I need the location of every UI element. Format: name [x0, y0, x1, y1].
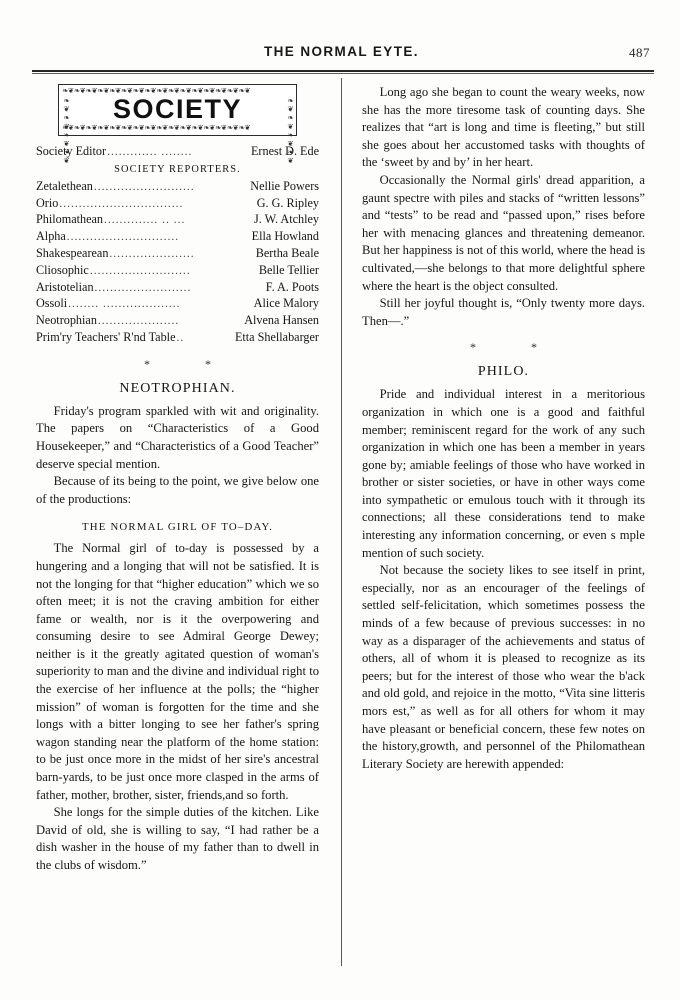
body-paragraph: Long ago she began to count the weary weeks, now she has the more tiresome task of counting days. She realizes that “art is long and time is fleeting,” but still she goes about her accustomed tasks with thoughts of the ‘sweet by and by’ in her heart. [362, 85, 645, 170]
body-paragraph: Because of its being to the point, we give below one of the productions: [36, 474, 319, 506]
reporters-list [36, 179, 319, 347]
reporter-society: Orio [36, 195, 59, 210]
body-paragraph: Pride and individual interest in a meritorious organization in which one is a good and faithful member; reminiscent regard for the work of any such organization in which one has been a member in years gone by; amiable feelings of those who have worked in brother or sister societies, or have in other ways come into sympathetic or emulous touch with it through its connections; all these considerations tend to make interesting any information concerning, or even s mple mention of such society. [362, 387, 645, 560]
leader-dots: .......................... [93, 180, 195, 193]
leader-dots: ..................... [97, 315, 180, 328]
leader-dots: ......................... [94, 281, 192, 294]
reporter-name: Ella Howland [251, 229, 319, 244]
body-paragraph: The Normal girl of to-day is possessed by a hungering and a longing that will not be satisfied. It is not the longing for that “higher education” which we so often meet; it is not the craving ambition for either fame or wealth, nor is it the overpowering and consuming desire to see Admiral George Dewey; neither is it the greatly agitated question of woman's superiority to man and the divine and individual right to the exercise of her influence at the polls; the “higher mission” of woman is forgotten for the time and she longs with a bitter longing to see her father's spring wagon standing near the platform of the home station: to be just once more in the midst of her sire's ancestral barn-yards, to be just once more clasped in the arms of father, mother, brother, sister, friends,and so forth. [36, 541, 319, 802]
reporter-society: Cliosophic [36, 262, 89, 277]
society-banner-title: SOCIETY [112, 94, 243, 125]
leader-dots: ........ .................... [68, 298, 181, 311]
reporter-name: J. W. Atchley [254, 212, 319, 227]
reporters-heading: SOCIETY REPORTERS. [114, 163, 241, 175]
body-paragraph: She longs for the simple duties of the kitchen. Like David of old, she is willing to say, “I had rather be a dish washer in the house of my father than to dwell in the clubs of wisdom.” [36, 805, 319, 873]
reporter-society: Ossoli [36, 296, 68, 311]
reporter-society: Shakespearean [36, 245, 109, 260]
section-heading-neotrophian: NEOTROPHIAN. [119, 380, 236, 396]
header-rule [32, 70, 654, 74]
leader-dots: ............. ........ [107, 146, 193, 158]
body-paragraph: Not because the society likes to see itself in print, especially, nor as an encourager of the feelings of settled self-felicitation, which sometimes possess the minds of a few because of previous successes: in no way as a disparager of the achievements and status of others, all of whom it is pleased to recognize as its peers; but for the interest of those who wear the b'ack and old gold, and rejoice in the motto, “Vita sine litteris mors est,” as well as for all others for whom it may have pleasant or beneficial concern, these few notes on the history,growth, and personnel of the Philomathean Literary Society are herewith appended: [362, 563, 645, 771]
leader-dots: .. [176, 331, 185, 344]
society-editor-line [36, 144, 319, 161]
reporter-name: Nellie Powers [250, 178, 319, 193]
reporter-name: Etta Shellabarger [234, 329, 319, 344]
reporter-row [36, 330, 319, 347]
reporter-row [36, 212, 319, 229]
reporter-row [36, 196, 319, 213]
reporter-society: Aristotelian [36, 279, 94, 294]
reporter-row [36, 263, 319, 280]
publication-title: THE NORMAL EYTE. [264, 44, 419, 59]
reporter-row [36, 229, 319, 246]
body-paragraph: Still her joyful thought is, “Only twenty more days. Then—.” [362, 296, 645, 328]
reporter-name: Bertha Beale [255, 245, 319, 260]
reporter-name: Alvena Hansen [244, 313, 319, 328]
reporter-name: G. G. Ripley [256, 195, 319, 210]
reporter-society: Zetalethean [36, 178, 93, 193]
ornament-top-icon: ❧❦❧❦❧❦❧❦❧❦❧❦❧❦❧❦❧❦❧❦❧❦❧❦❧❦❧❦❧❦❧❦ [62, 86, 251, 95]
society-editor-name: Ernest D. Ede [250, 144, 319, 158]
left-column [36, 84, 319, 875]
piece-title: THE NORMAL GIRL OF TO–DAY. [81, 521, 274, 534]
reporter-society: Philomathean [36, 212, 104, 227]
reporter-society: Alpha [36, 229, 66, 244]
body-paragraph: Occasionally the Normal girls' dread apparition, a gaunt spectre with piles and stacks of “written lessons” and “tests” to be read and “passed upon,” rises before her with menacing glances and threatening demeanor. But her happiness is not of this world, where the head is cultivated,—she belongs to that more delightful sphere where the heart is the object consulted. [362, 172, 645, 293]
reporter-row [36, 296, 319, 313]
ornament-bottom-icon: ❧❦❧❦❧❦❧❦❧❦❧❦❧❦❧❦❧❦❧❦❧❦❧❦❧❦❧❦❧❦❧❦ [62, 123, 251, 132]
page-masthead [36, 44, 650, 70]
leader-dots: ................................ [59, 197, 184, 210]
star-divider: * * [470, 340, 563, 355]
leader-dots: ............................. [66, 231, 180, 244]
reporter-row [36, 179, 319, 196]
leader-dots: ...................... [109, 247, 195, 260]
reporter-row [36, 280, 319, 297]
reporter-society: Neotrophian [36, 313, 97, 328]
right-column [362, 84, 645, 773]
section-heading-philo: PHILO. [477, 364, 530, 380]
reporter-name: Alice Malory [253, 296, 319, 311]
column-divider [341, 78, 342, 966]
leader-dots: .............. .. ... [104, 214, 186, 227]
star-divider: * * [144, 356, 237, 371]
ornament-left-icon: ❧❦❧❦❧❦❧❦ [62, 96, 71, 165]
ornament-right-icon: ❧❦❧❦❧❦❧❦ [286, 96, 295, 165]
reporter-name: F. A. Poots [265, 279, 319, 294]
body-paragraph: Friday's program sparkled with wit and originality. The papers on “Characteristics of a Good Housekeeper,” and “Characteristics of a Good Teacher” deserve special mention. [36, 403, 319, 471]
page-number: 487 [629, 45, 650, 60]
reporter-name: Belle Tellier [258, 262, 319, 277]
society-editor-role: Society Editor [36, 144, 107, 158]
reporter-row [36, 246, 319, 263]
reporter-row [36, 313, 319, 330]
leader-dots: .......................... [89, 264, 191, 277]
reporter-society: Prim'ry Teachers' R'nd Table [36, 329, 176, 344]
